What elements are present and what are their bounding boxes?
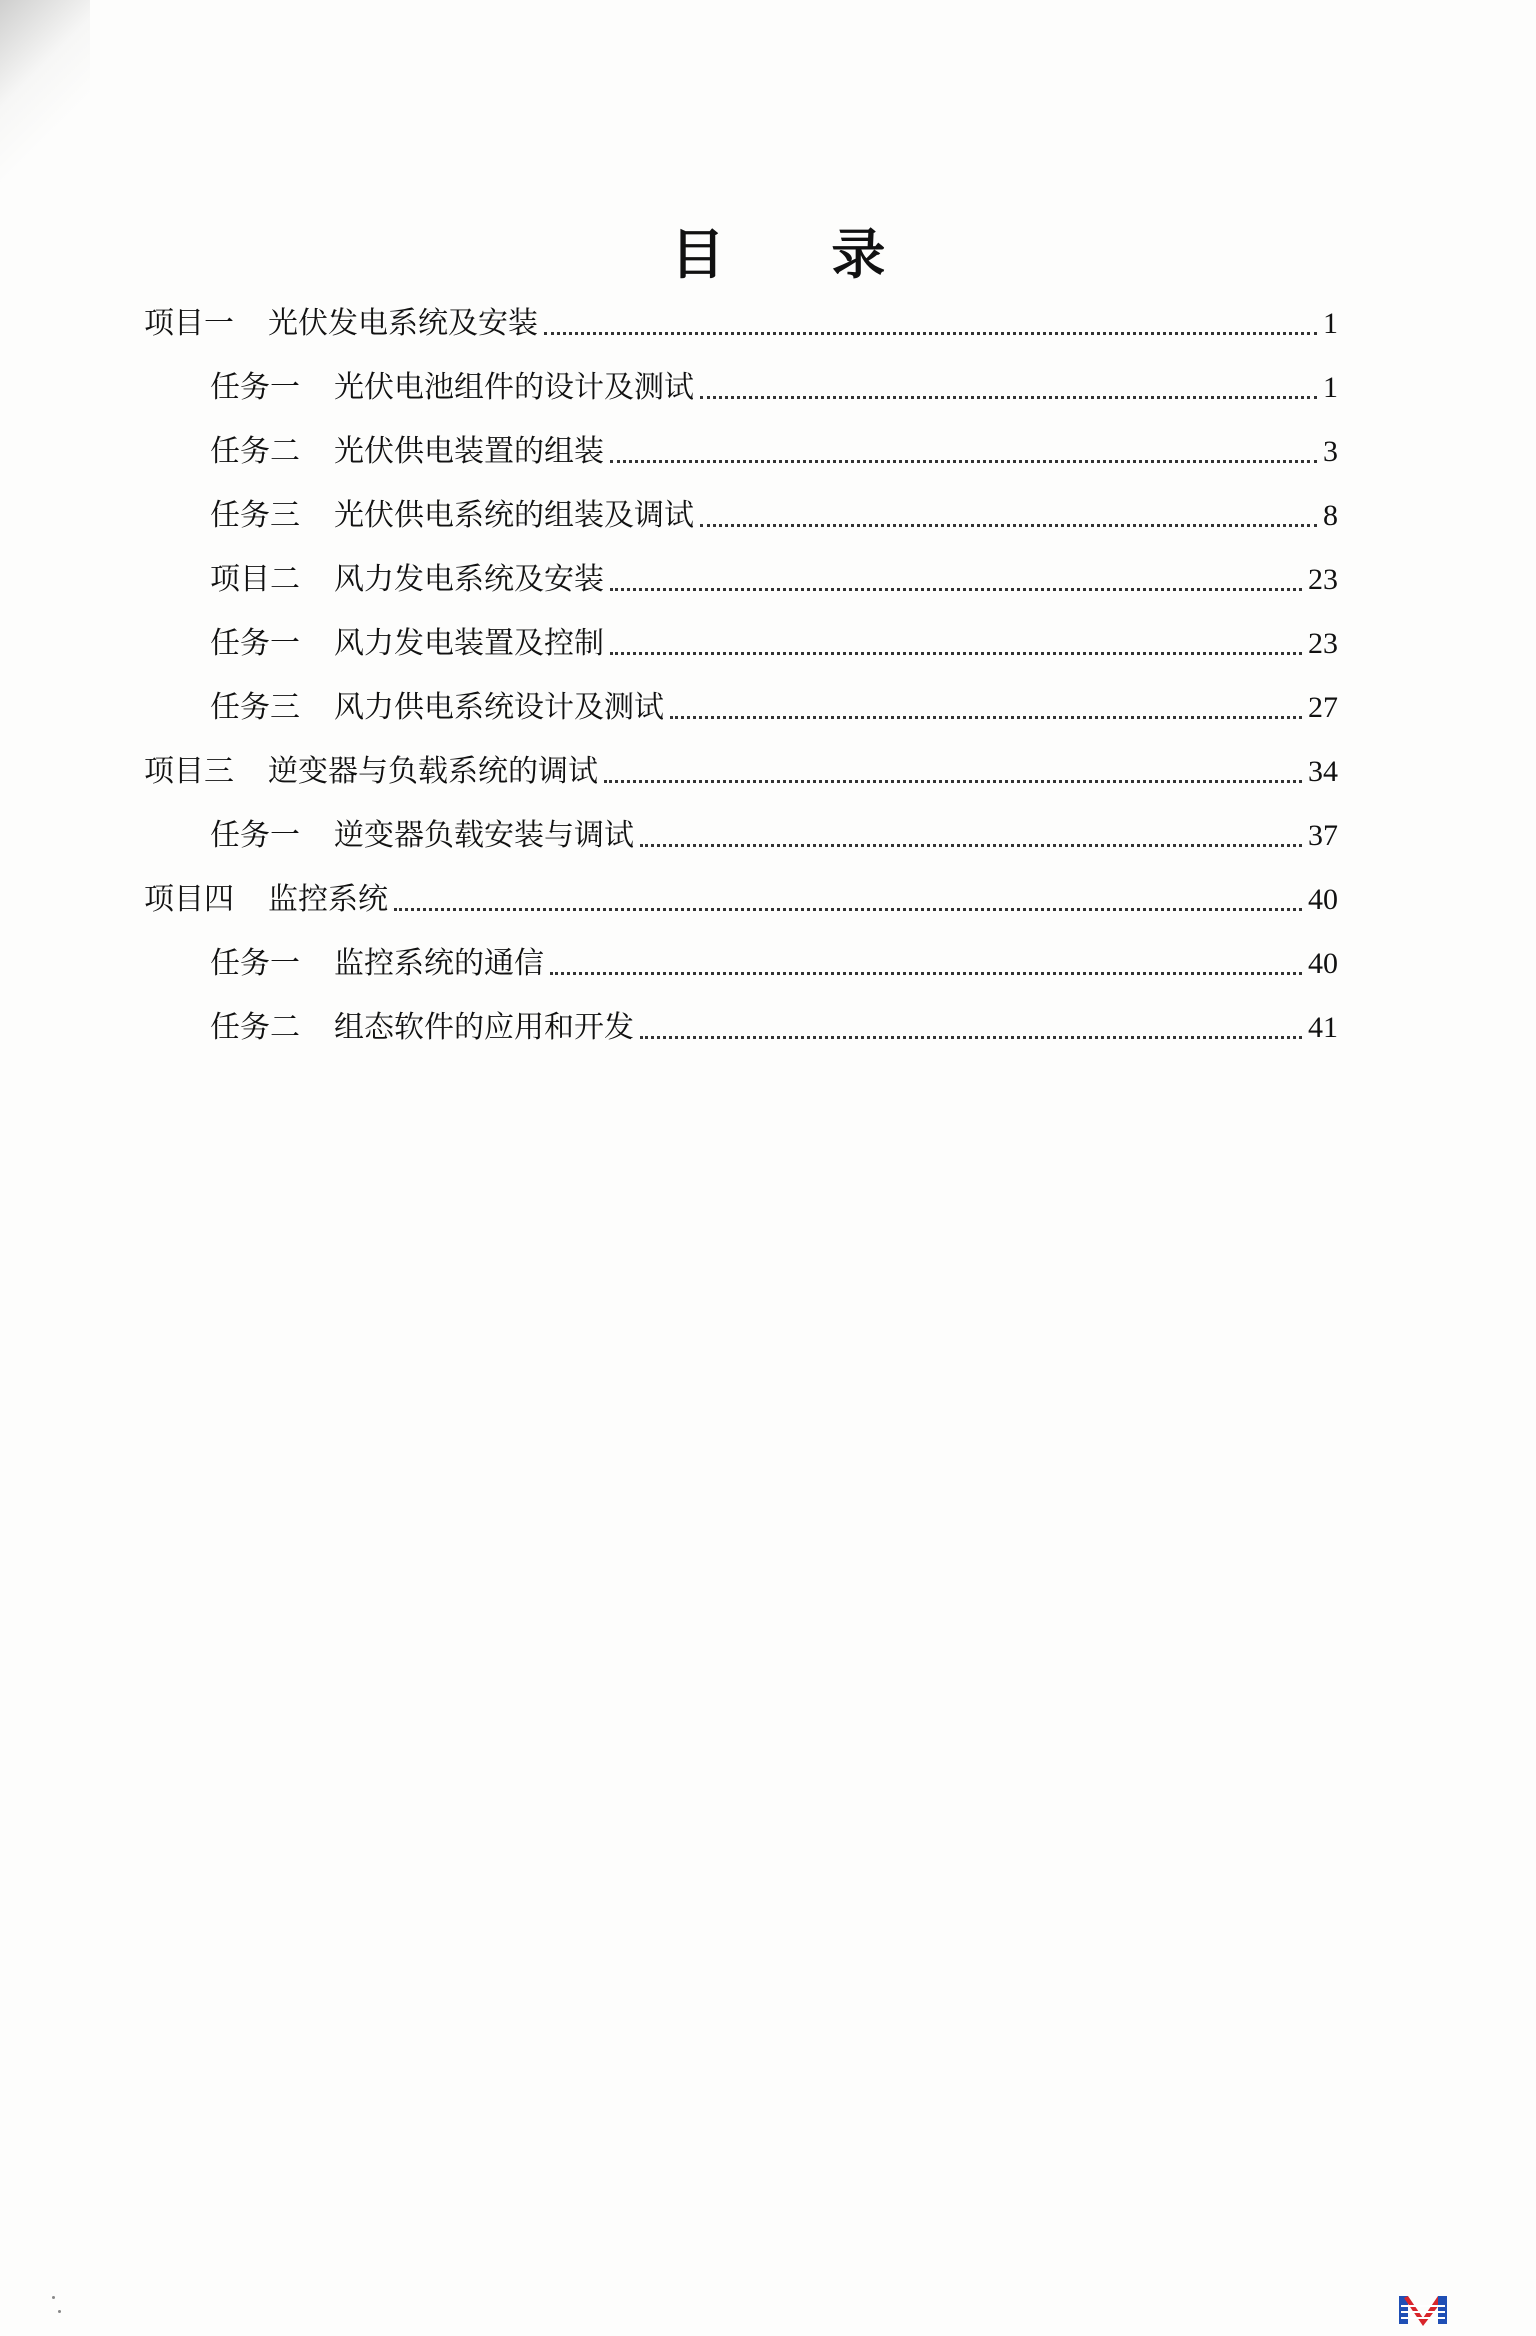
entry-title: 组态软件的应用和开发: [334, 1010, 634, 1045]
dot-leader: [550, 972, 1302, 975]
entry-label: 任务一: [210, 370, 300, 405]
dot-leader: [610, 588, 1302, 591]
entry-title: 光伏电池组件的设计及测试: [334, 370, 694, 405]
entry-title: 逆变器负载安装与调试: [334, 818, 634, 853]
entry-label: 项目一: [144, 306, 234, 341]
toc-entry[interactable]: [210, 558, 1338, 602]
entry-label: 项目二: [210, 562, 300, 597]
entry-label: 任务二: [210, 1010, 300, 1045]
scan-speck: [58, 2310, 61, 2313]
toc-entry[interactable]: [210, 686, 1338, 730]
entry-label: 任务二: [210, 434, 300, 469]
toc-entry[interactable]: [210, 942, 1338, 986]
toc-entry[interactable]: [210, 494, 1338, 538]
toc-entry[interactable]: [210, 622, 1338, 666]
dot-leader: [394, 908, 1302, 911]
publisher-logo-icon: [1396, 2290, 1450, 2326]
entry-page-number: 37: [1308, 819, 1338, 852]
entry-label: 任务一: [210, 946, 300, 981]
dot-leader: [700, 396, 1317, 399]
toc-entry[interactable]: [210, 430, 1338, 474]
dot-leader: [610, 652, 1302, 655]
entry-title: 风力发电系统及安装: [334, 562, 604, 597]
entry-page-number: 41: [1308, 1011, 1338, 1044]
entry-page-number: 8: [1323, 499, 1338, 532]
dot-leader: [604, 780, 1302, 783]
toc-entry[interactable]: [144, 878, 1338, 922]
entry-label: 任务三: [210, 690, 300, 725]
entry-title: 光伏供电装置的组装: [334, 434, 604, 469]
dot-leader: [610, 460, 1317, 463]
toc-entry[interactable]: [210, 814, 1338, 858]
entry-title: 光伏发电系统及安装: [268, 306, 538, 341]
entry-page-number: 27: [1308, 691, 1338, 724]
entry-page-number: 40: [1308, 947, 1338, 980]
entry-label: 项目三: [144, 754, 234, 789]
toc-entry[interactable]: [144, 750, 1338, 794]
toc-entry[interactable]: [210, 366, 1338, 410]
dot-leader: [700, 524, 1317, 527]
entry-page-number: 23: [1308, 563, 1338, 596]
scan-shadow: [0, 0, 90, 220]
entry-page-number: 40: [1308, 883, 1338, 916]
scan-speck: [52, 2296, 55, 2299]
entry-page-number: 3: [1323, 435, 1338, 468]
entry-title: 风力供电系统设计及测试: [334, 690, 664, 725]
entry-page-number: 23: [1308, 627, 1338, 660]
toc-entry[interactable]: [210, 1006, 1338, 1050]
dot-leader: [544, 332, 1317, 335]
entry-page-number: 1: [1323, 371, 1338, 404]
entry-label: 任务三: [210, 498, 300, 533]
entry-page-number: 1: [1323, 307, 1338, 340]
page-title: 目 录: [670, 222, 930, 286]
dot-leader: [670, 716, 1302, 719]
toc-entry[interactable]: [144, 302, 1338, 346]
entry-title: 监控系统: [268, 882, 388, 917]
entry-title: 逆变器与负载系统的调试: [268, 754, 598, 789]
entry-title: 光伏供电系统的组装及调试: [334, 498, 694, 533]
entry-page-number: 34: [1308, 755, 1338, 788]
dot-leader: [640, 844, 1302, 847]
entry-label: 任务一: [210, 626, 300, 661]
entry-title: 风力发电装置及控制: [334, 626, 604, 661]
entry-title: 监控系统的通信: [334, 946, 544, 981]
entry-label: 任务一: [210, 818, 300, 853]
entry-label: 项目四: [144, 882, 234, 917]
dot-leader: [640, 1036, 1302, 1039]
